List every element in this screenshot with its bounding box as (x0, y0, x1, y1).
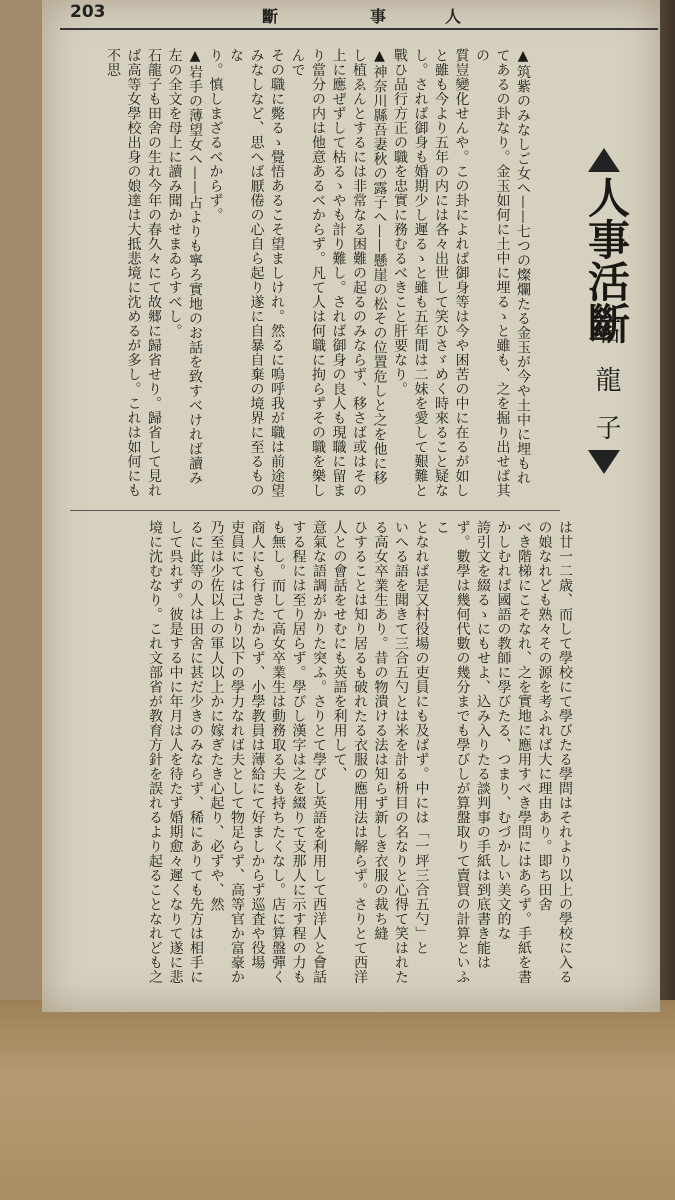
text-column: ▲神奈川縣吾妻秋の露子へ——懸崖の松その位置危しと之を他に移し植ゑんとするには非常なる困難の起るのみならず、移さば或はその (351, 48, 388, 498)
section-divider (70, 510, 560, 511)
text-column: その職に斃るゝ覺悟あるこそ望ましけれ。然るに嗚呼我が職は前途望みなしなど、思へば厭倦の心自ら起り遂に自暴自棄の境界に至るものな (228, 48, 285, 498)
text-column: ▲岩手の薄望女へ——占よりも寧ろ實地のお話を致すべければ讀み左の全文を母上に讀み聞かせまゐらすべし。 (166, 48, 203, 485)
running-title-char-1: 斷 (262, 7, 279, 26)
text-column: 境に沈むなり。これ文部省が教育方針を誤れるより起ることなれども之 (147, 520, 163, 984)
text-column: るに此等の人は田舍に甚だ少きのみならず、稀にありても先方は相手にして呉れず。彼是する中に年月は人を待たず婚期愈々遲くなりて遂に悲 (167, 520, 204, 984)
lower-text-block (70, 520, 575, 990)
upper-text-block (70, 48, 533, 498)
running-title-char-3: 人 (445, 7, 462, 26)
text-column: ▲筑紫のみなしご女へ——七つの燦爛たる金玉が今や土中に埋もれてあるの卦なり。金玉如何に土中に埋るゝと雖も、之を掘り出せば其の (474, 48, 531, 498)
triangle-up-icon (588, 148, 620, 172)
text-column: 質豈變化せんや。この卦によれば御身等は今や困苦の中に在るが如しと雖も今より五年の内には各々出世して笑ひさゞめく時來ること疑な (433, 48, 470, 498)
page-number: 203 (70, 2, 106, 22)
text-column: も無し。而して高女卒業生は動務取る夫も持ちたくなし。店に算盤彈く商人にも行きたからず、小學教員は薄給にて好ましからず巡査や役場 (249, 520, 286, 984)
text-column: べき階梯にこそなれ、之を實地に應用すべき學問にはあらず。手紙を書かしむれば國語の教師に學びたる、つまり、むづかしい美文的な (495, 520, 532, 984)
article-title: 人事活斷 (582, 176, 631, 344)
wooden-floor (0, 1000, 675, 1200)
text-column: 意氣な語調がかりた突ふ。さりとて學びし英語を利用して西洋人と會話する程には至り居らず。學びし漢字は之を綴りて支那人に示す程の力も (290, 520, 327, 984)
header-rule (60, 28, 658, 30)
article-author: 石龍子 (591, 318, 621, 462)
text-column: し。されば御身も婚期少し遲るゝと雖も五年間は二妹を愛して艱難と戰ひ品行方正の職を忠實に務むるべきこと肝要なり。 (392, 48, 429, 498)
text-column: 誇引文を綴るゝにもせよ、込み入りたる談判事の手紙は到底書き能はず。數學は幾何代數の幾分までも學びしが算盤取りて賣買の計算といふこ (434, 520, 491, 984)
text-column: 石龍子も田舍の生れ今年の春久々にて故郷に歸省せり。歸省して見れば高等女學校出身の娘達は大抵悲境に沈めるが多し。これは如何にも不思 (105, 48, 162, 498)
text-column: となれば是又村役場の吏員にも及ばず。中には「一坪三合五勺」と (413, 520, 430, 955)
text-column: り。慎しまざるべからず。 (207, 48, 224, 222)
text-column: は廿一二歳、而して學校にて學びたる學問はそれより以上の學校に入るの娘なれども熟々その源を考ふれば大に理由あり。即ち田舍 (536, 520, 573, 984)
text-column: ひすることは知り居るも破れたる衣服の應用法は解らず。さりとて西洋人との會話をせむにも英語を利用して、 (331, 520, 368, 984)
text-column: いへる語を聞きて三合五勺とは米を計る枡目の名なりと心得て笑はれたる高女卒業生あり。昔の物潰ける法は知らず新しき衣服の裁ち縫 (372, 520, 409, 984)
running-title-char-2: 事 (370, 7, 387, 26)
text-column: 吏員にては己より以下の學力なれば夫として物足らず、高等官か富豪か乃至は少佐以上の軍人以上かに嫁ぎたき心起り、必ずや、然 (208, 520, 245, 984)
text-column: 上に應ぜずして枯るゝやも計り難し。されば御身の良人も現職に留まり當分の内は他意あるべからず。凡て人は何職に拘らずその職を樂しんで (289, 48, 347, 498)
